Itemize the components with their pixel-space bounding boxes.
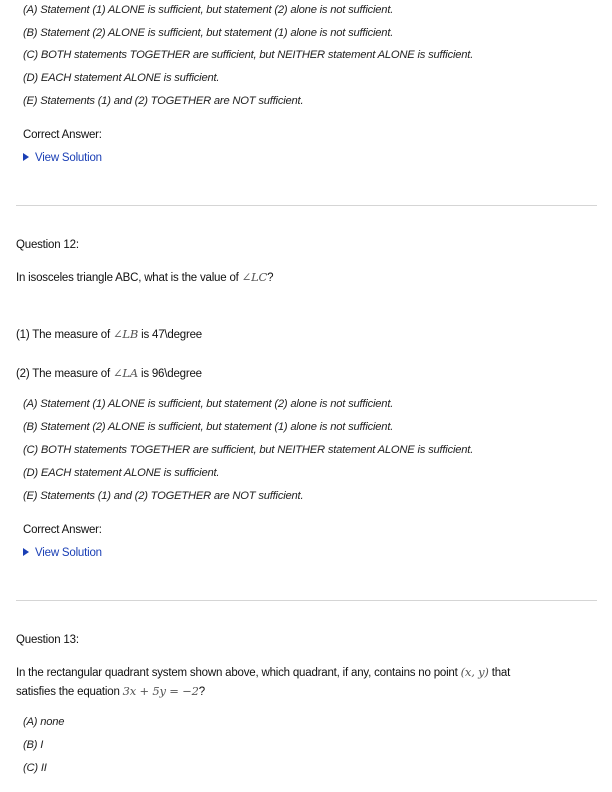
option-e[interactable]: (E) Statements (1) and (2) TOGETHER are NOT sufficient. [23, 95, 304, 107]
option-e[interactable]: (E) Statements (1) and (2) TOGETHER are NOT sufficient. [23, 490, 304, 502]
correct-answer-label: Correct Answer: [23, 129, 102, 141]
statement-1 [16, 327, 202, 342]
option-b[interactable]: (B) Statement (2) ALONE is sufficient, but statement (1) alone is not sufficient. [23, 27, 394, 39]
option-c[interactable]: (C) BOTH statements TOGETHER are sufficient, but NEITHER statement ALONE is sufficient. [23, 49, 474, 61]
question-prompt-line-2 [16, 684, 205, 699]
view-solution-text: View Solution [35, 547, 102, 559]
divider [16, 205, 597, 206]
question-prompt-line-1 [16, 665, 510, 680]
option-a[interactable]: (A) Statement (1) ALONE is sufficient, but statement (2) alone is not sufficient. [23, 398, 394, 410]
option-b[interactable]: (B) I [23, 739, 44, 751]
statement-1-math: ∠LB [112, 327, 139, 341]
prompt-math: (x, y) [460, 665, 489, 679]
prompt-text: satisfies the equation [16, 686, 123, 698]
option-d[interactable]: (D) EACH statement ALONE is sufficient. [23, 467, 220, 479]
prompt-text: In the rectangular quadrant system shown above, which quadrant, if any, contains no point [16, 667, 461, 679]
disclosure-triangle-icon [23, 153, 29, 161]
statement-2-math: ∠LA [112, 366, 138, 380]
option-d[interactable]: (D) EACH statement ALONE is sufficient. [23, 72, 220, 84]
correct-answer-label: Correct Answer: [23, 524, 102, 536]
prompt-math: ∠LC [241, 270, 268, 284]
option-c[interactable]: (C) BOTH statements TOGETHER are sufficient, but NEITHER statement ALONE is sufficient. [23, 444, 474, 456]
view-solution-text: View Solution [35, 152, 102, 164]
statement-1-text: (1) The measure of [16, 329, 113, 341]
prompt-end: ? [267, 272, 274, 284]
view-solution-link[interactable] [23, 546, 102, 560]
statement-1-end: is 47\degree [138, 329, 202, 341]
question-heading: Question 12: [16, 239, 79, 251]
statement-2-text: (2) The measure of [16, 368, 113, 380]
option-a[interactable]: (A) none [23, 716, 65, 728]
prompt-end: that [488, 667, 511, 679]
prompt-end: ? [198, 686, 205, 698]
disclosure-triangle-icon [23, 548, 29, 556]
question-prompt [16, 270, 273, 285]
divider [16, 600, 597, 601]
option-b[interactable]: (B) Statement (2) ALONE is sufficient, but statement (1) alone is not sufficient. [23, 421, 394, 433]
equation-math: 3x + 5y = −2 [122, 684, 199, 698]
statement-2-end: is 96\degree [137, 368, 202, 380]
prompt-text: In isosceles triangle ABC, what is the value of [16, 272, 242, 284]
view-solution-link[interactable] [23, 151, 102, 165]
option-a[interactable]: (A) Statement (1) ALONE is sufficient, but statement (2) alone is not sufficient. [23, 4, 394, 16]
statement-2 [16, 366, 202, 381]
option-c[interactable]: (C) II [23, 762, 47, 774]
question-heading: Question 13: [16, 634, 79, 646]
